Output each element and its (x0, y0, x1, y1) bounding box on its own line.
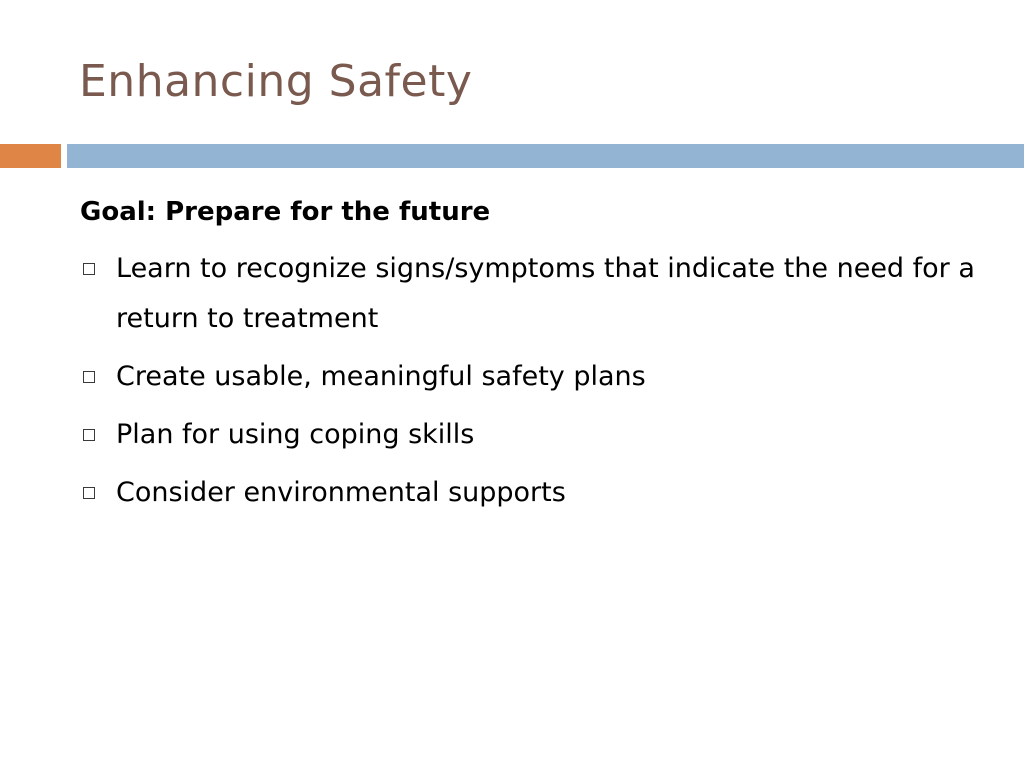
accent-bar-blue (67, 144, 1024, 168)
square-bullet-icon (83, 429, 95, 441)
bullet-item (80, 352, 976, 402)
slide-content (80, 192, 980, 526)
bullet-item (80, 468, 976, 518)
bullet-text: Learn to recognize signs/symptoms that indicate the need for a return to treatment (116, 253, 975, 334)
accent-bar-orange (0, 144, 61, 168)
slide-title: Enhancing Safety (79, 56, 473, 107)
bullet-item (80, 244, 976, 344)
square-bullet-icon (83, 263, 95, 275)
bullet-list (80, 244, 980, 518)
bullet-text: Consider environmental supports (116, 477, 566, 508)
goal-heading: Goal: Prepare for the future (80, 197, 491, 227)
square-bullet-icon (83, 487, 95, 499)
bullet-text: Plan for using coping skills (116, 419, 475, 450)
square-bullet-icon (83, 371, 95, 383)
bullet-item (80, 410, 976, 460)
bullet-text: Create usable, meaningful safety plans (116, 361, 646, 392)
